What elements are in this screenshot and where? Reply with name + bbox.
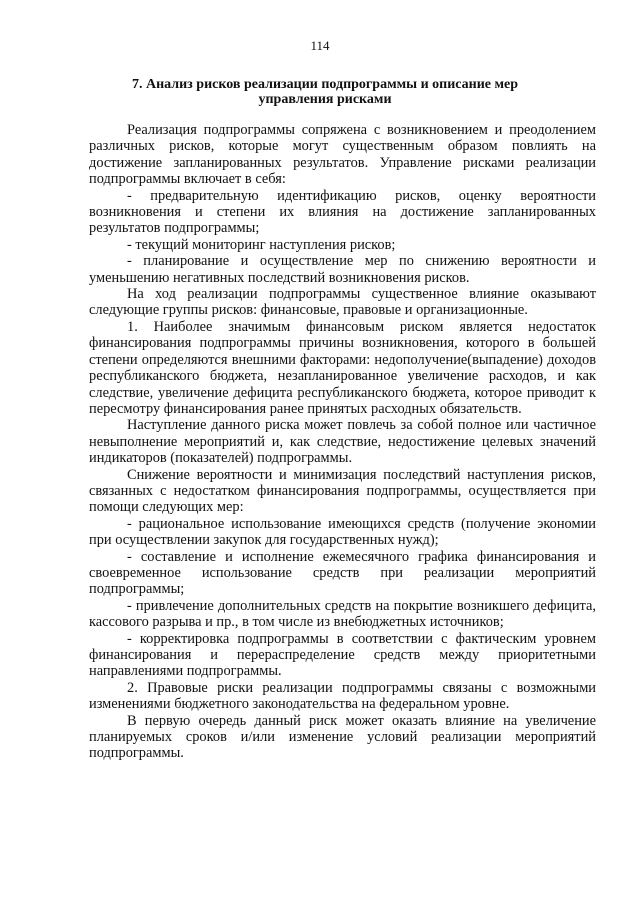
body-text — [89, 122, 596, 762]
paragraph: Наступление данного риска может повлечь за собой полное или частичное невыполнение мероприятий и, как следствие, недостижение целевых значений индикаторов (показателей) подпрограммы. — [89, 417, 596, 467]
paragraph: - корректировка подпрограммы в соответствии с фактическим уровнем финансирования и перераспределение средств между приоритетными направлениями подпрограммы. — [89, 630, 596, 680]
paragraph: 2. Правовые риски реализации подпрограммы связаны с возможными изменениями бюджетного законодательства на федеральном уровне. — [89, 679, 596, 713]
paragraph: Реализация подпрограммы сопряжена с возникновением и преодолением различных рисков, которые могут существенным образом повлиять на достижение запланированных результатов. Управление рисками реализации подпрограммы включает в себя: — [89, 122, 596, 188]
paragraph: На ход реализации подпрограммы существенное влияние оказывают следующие группы рисков: финансовые, правовые и организационные. — [89, 286, 596, 319]
paragraph: - планирование и осуществление мер по снижению вероятности и уменьшению негативных последствий возникновения рисков. — [89, 253, 596, 286]
section-heading: 7. Анализ рисков реализации подпрограммы и описание мер управления рисками — [131, 77, 519, 107]
paragraph: - предварительную идентификацию рисков, оценку вероятности возникновения и степени их влияния на достижение запланированных результатов подпрограммы; — [89, 187, 596, 237]
paragraph: 1. Наиболее значимым финансовым риском является недостаток финансирования подпрограммы причины возникновения, которого в большей степени определяются внешними факторами: недополучение(выпадение) доходов республиканского бюджета, незапланированное увеличение расходов, и как следствие, увеличение дефицита республиканского бюджета, которое приводит к пересмотру финансирования ранее принятых расходных обязательств. — [89, 318, 596, 417]
page-number: 114 — [310, 38, 330, 53]
paragraph: - составление и исполнение ежемесячного графика финансирования и своевременное использование средств при реализации мероприятий подпрограммы; — [89, 548, 596, 598]
paragraph: В первую очередь данный риск может оказать влияние на увеличение планируемых сроков и/или изменение условий реализации мероприятий подпрограммы. — [89, 712, 596, 762]
paragraph: Снижение вероятности и минимизация последствий наступления рисков, связанных с недостатком финансирования подпрограммы, осуществляется при помощи следующих мер: — [89, 466, 596, 516]
paragraph: - текущий мониторинг наступления рисков; — [127, 236, 396, 253]
paragraph: - привлечение дополнительных средств на покрытие возникшего дефицита, кассового разрыва и пр., в том числе из внебюджетных источников; — [89, 597, 596, 631]
paragraph: - рациональное использование имеющихся средств (получение экономии при осуществлении закупок для государственных нужд); — [89, 515, 596, 549]
